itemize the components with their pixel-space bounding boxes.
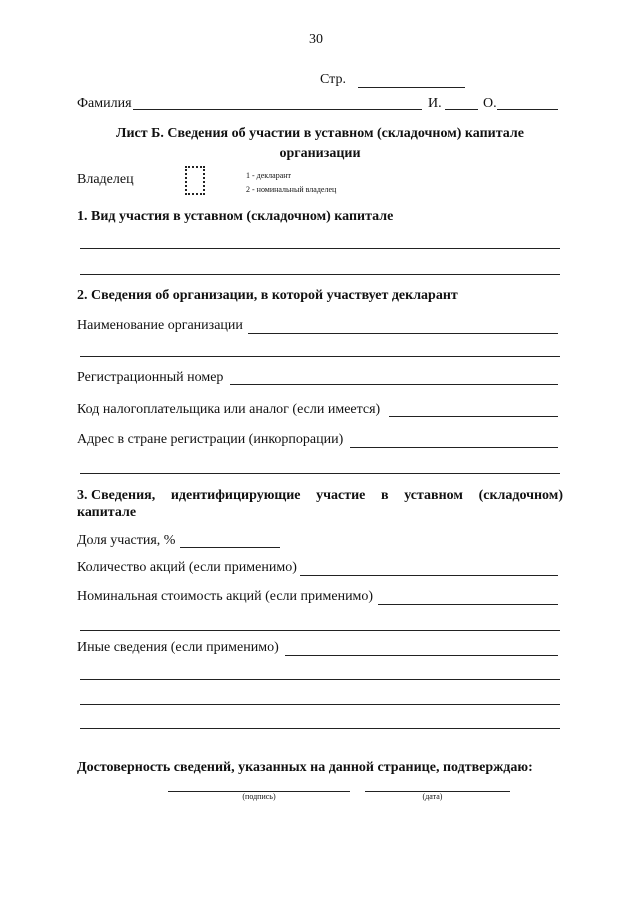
section2-heading: 2. Сведения об организации, в которой участвует декларант xyxy=(77,288,458,303)
page-field[interactable] xyxy=(358,87,465,88)
address-label: Адрес в стране регистрации (инкорпорации) xyxy=(77,432,344,447)
address-field[interactable] xyxy=(350,447,558,448)
org-name-field-2[interactable] xyxy=(80,356,560,357)
tax-code-field[interactable] xyxy=(389,416,558,417)
owner-option-1: 1 - декларант xyxy=(246,171,292,180)
date-label: (дата) xyxy=(422,792,443,801)
nominal-value-field-2[interactable] xyxy=(80,630,560,631)
owner-option-2: 2 - номинальный владелец xyxy=(246,185,337,194)
heading-word: уставном xyxy=(404,488,463,503)
section3-heading-line2: капитале xyxy=(77,505,137,520)
heading-word: 3. Сведения, xyxy=(77,488,156,503)
initial-o-label: О. xyxy=(483,96,497,111)
initial-i-label: И. xyxy=(428,96,442,111)
nominal-value-label: Номинальная стоимость акций (если применимо) xyxy=(77,589,374,604)
share-label: Доля участия, % xyxy=(77,533,176,548)
participation-type-line-2[interactable] xyxy=(80,274,560,275)
page-title-line1: Лист Б. Сведения об участии в уставном (складочном) капитале xyxy=(116,126,524,141)
heading-word: идентифицирующие xyxy=(170,488,301,503)
shares-count-field[interactable] xyxy=(300,575,558,576)
tax-code-label: Код налогоплательщика или аналог (если имеется) xyxy=(77,402,381,417)
reg-number-label: Регистрационный номер xyxy=(77,370,224,385)
address-field-2[interactable] xyxy=(80,473,560,474)
org-name-label: Наименование организации xyxy=(77,318,243,333)
other-info-line-3[interactable] xyxy=(80,704,560,705)
other-info-line-2[interactable] xyxy=(80,679,560,680)
heading-word: участие xyxy=(316,488,366,503)
owner-code-box[interactable] xyxy=(185,166,205,195)
section3-heading xyxy=(77,488,563,504)
nominal-value-field[interactable] xyxy=(378,604,558,605)
initial-o-field[interactable] xyxy=(497,109,558,110)
other-info-label: Иные сведения (если применимо) xyxy=(77,640,279,655)
heading-word: в xyxy=(381,488,389,503)
page-title-line2: организации xyxy=(279,146,361,161)
page-label: Стр. xyxy=(320,72,346,87)
org-name-field[interactable] xyxy=(248,333,558,334)
surname-label: Фамилия xyxy=(77,96,132,111)
surname-field[interactable] xyxy=(133,109,422,110)
confirmation-text: Достоверность сведений, указанных на данной странице, подтверждаю: xyxy=(77,760,533,775)
owner-label: Владелец xyxy=(77,172,134,187)
initial-i-field[interactable] xyxy=(445,109,478,110)
heading-word: (складочном) xyxy=(478,488,563,503)
signature-label: (подпись) xyxy=(242,792,276,801)
other-info-field[interactable] xyxy=(285,655,558,656)
section1-heading: 1. Вид участия в уставном (складочном) капитале xyxy=(77,209,394,224)
shares-count-label: Количество акций (если применимо) xyxy=(77,560,297,575)
participation-type-line-1[interactable] xyxy=(80,248,560,249)
reg-number-field[interactable] xyxy=(230,384,558,385)
share-field[interactable] xyxy=(180,547,280,548)
other-info-line-4[interactable] xyxy=(80,728,560,729)
page-number: 30 xyxy=(309,32,323,47)
